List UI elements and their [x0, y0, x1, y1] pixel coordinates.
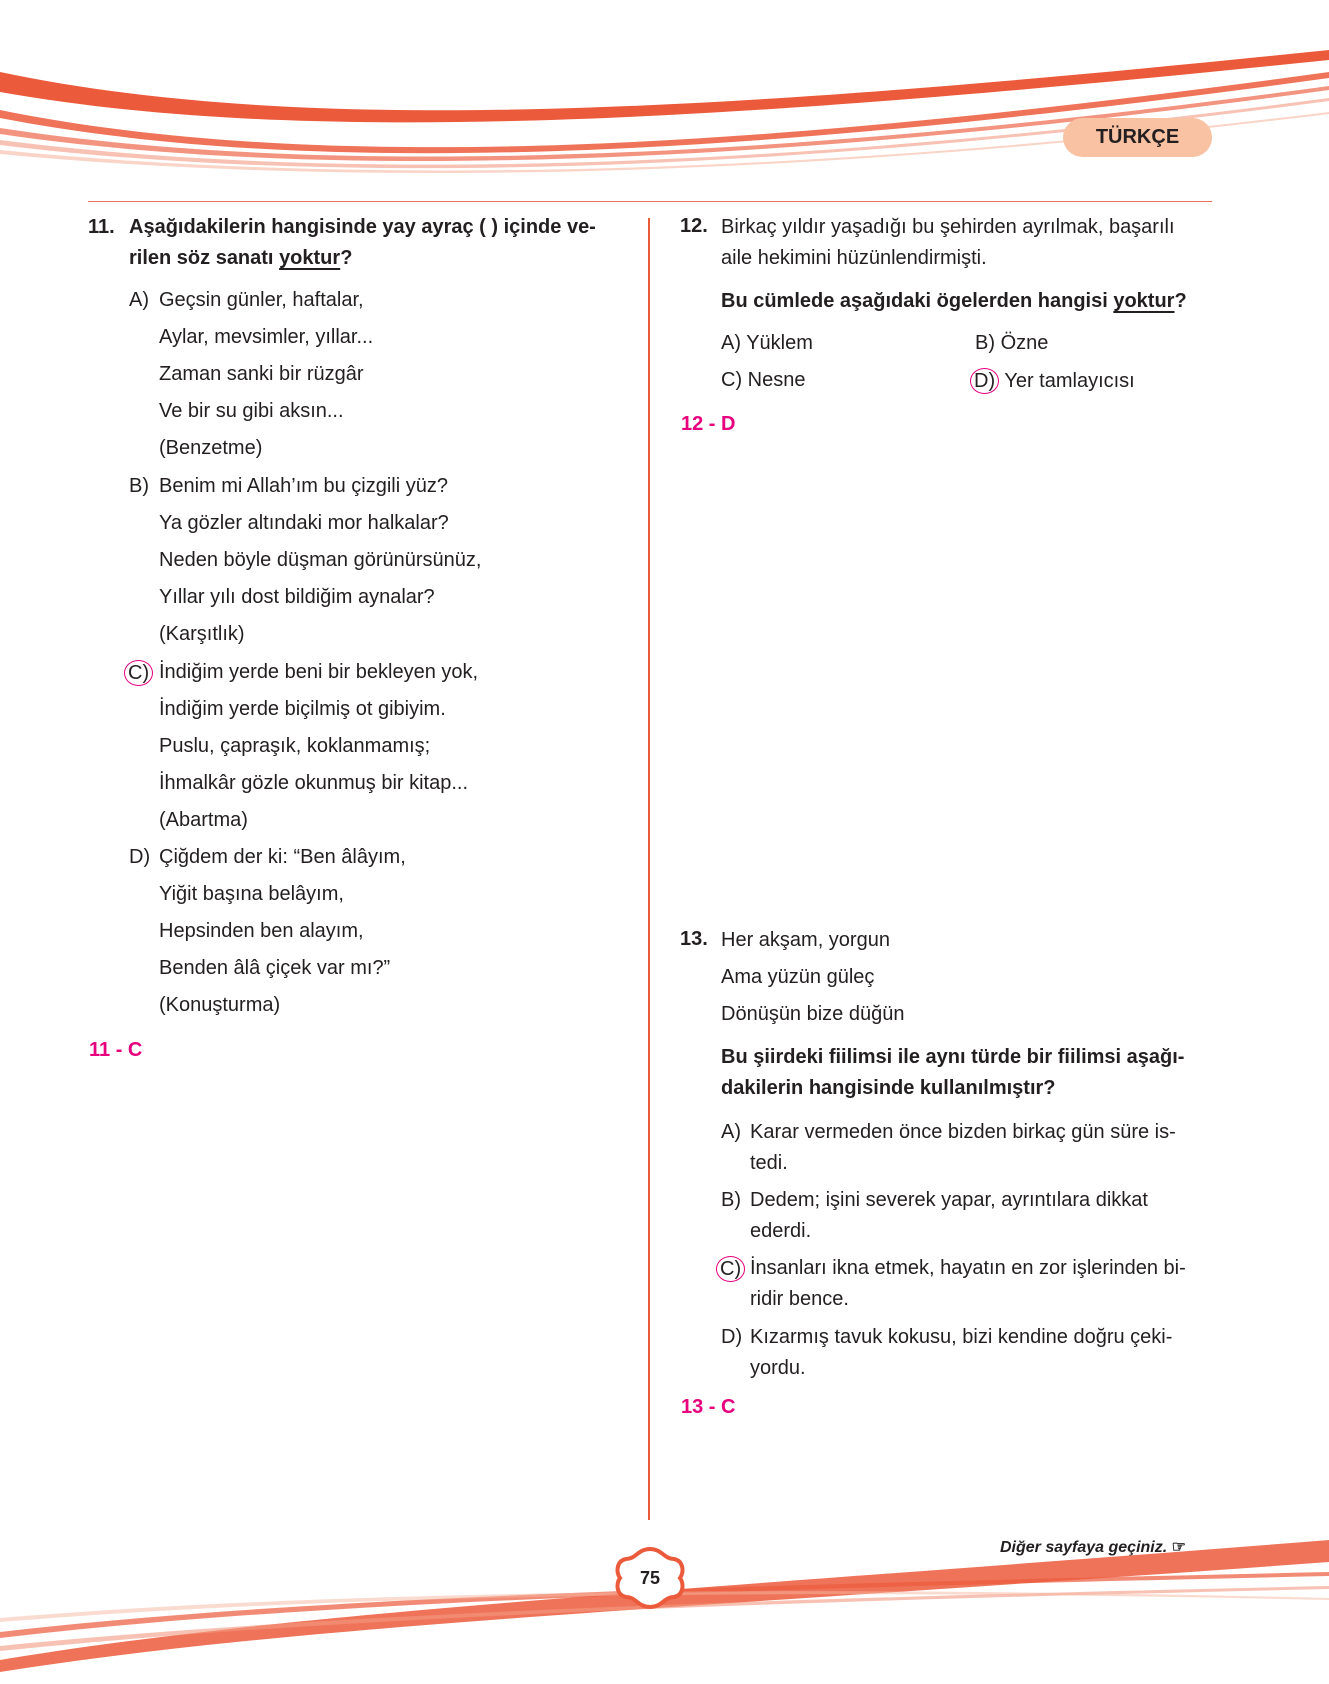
question-stem: Aşağıdakilerin hangisinde yay ayraç ( ) içinde ve- [129, 216, 596, 238]
answer-key-11: 11 - C [89, 1039, 143, 1061]
option-a-line: Geçsin günler, haftalar, [159, 289, 364, 311]
question-number: 13. [680, 928, 708, 950]
option-d-line: Kızarmış tavuk kokusu, bizi kendine doğru çeki- [750, 1326, 1173, 1348]
next-page-note: Diğer sayfaya geçiniz. ☞ [1000, 1539, 1186, 1556]
poem-line: Dönüşün bize düğün [721, 1003, 905, 1025]
option-b-line: Ya gözler altındaki mor halkalar? [159, 512, 449, 534]
option-d-line: Hepsinden ben alayım, [159, 920, 364, 942]
option-a-line: Aylar, mevsimler, yıllar... [159, 326, 374, 348]
option-letter-b[interactable]: B) [721, 1189, 741, 1211]
answer-key-13: 13 - C [681, 1396, 736, 1418]
option-b-line: Yıllar yılı dost bildiğim aynalar? [159, 586, 435, 608]
option-c-line: İndiğim yerde biçilmiş ot gibiyim. [159, 698, 446, 720]
poem-line: Ama yüzün güleç [721, 966, 875, 988]
option-letter-a[interactable]: A) [721, 1121, 741, 1143]
option-a-line: Ve bir su gibi aksın... [159, 400, 344, 422]
option-letter-c-circled[interactable]: C) [721, 1256, 745, 1282]
subject-badge: TÜRKÇE [1063, 118, 1212, 157]
option-b-line: Dedem; işini severek yapar, ayrıntılara dikkat [750, 1189, 1148, 1211]
option-c-line: İndiğim yerde beni bir bekleyen yok, [159, 661, 479, 683]
option-c-line: ridir bence. [750, 1288, 849, 1310]
option-d-line: Çiğdem der ki: “Ben âlâyım, [159, 846, 406, 868]
option-b-line: (Karşıtlık) [159, 623, 245, 645]
option-c-line: İnsanları ikna etmek, hayatın en zor işlerinden bi- [750, 1257, 1186, 1279]
option-d-line: yordu. [750, 1357, 806, 1379]
option-d-line: Benden âlâ çiçek var mı?” [159, 957, 391, 979]
question-stem: Bu şiirdeki fiilimsi ile aynı türde bir fiilimsi aşağı- [721, 1046, 1185, 1068]
option-letter-d[interactable]: D) [721, 1326, 743, 1348]
option-d-line: Yiğit başına belâyım, [159, 883, 344, 905]
option-letter-b[interactable]: B) [129, 475, 149, 497]
question-text: Birkaç yıldır yaşadığı bu şehirden ayrılmak, başarılı [721, 216, 1175, 238]
header-divider [88, 201, 1212, 202]
option-c-line: Puslu, çapraşık, koklanmamış; [159, 735, 431, 757]
page-number: 75 [639, 1568, 661, 1588]
option-b[interactable]: B) Özne [975, 332, 1049, 354]
option-d-line: (Konuşturma) [159, 994, 281, 1016]
option-d-circled[interactable]: D) Yer tamlayıcısı [975, 368, 1135, 394]
option-letter-a[interactable]: A) [129, 289, 149, 311]
question-text-cont: aile hekimini hüzünlendirmişti. [721, 247, 987, 269]
question-number: 11. [88, 216, 115, 238]
option-c[interactable]: C) Nesne [721, 369, 806, 391]
header-swoosh-decoration [0, 0, 1329, 190]
option-a-line: (Benzetme) [159, 437, 263, 459]
pointing-hand-icon: ☞ [1171, 1539, 1186, 1556]
answer-key-12: 12 - D [681, 413, 736, 435]
question-stem: Bu cümlede aşağıdaki ögelerden hangisi yoktur? [721, 290, 1187, 312]
question-number: 12. [680, 215, 708, 237]
option-c-line: (Abartma) [159, 809, 248, 831]
option-b-line: Benim mi Allah’ım bu çizgili yüz? [159, 475, 448, 497]
option-a-line: tedi. [750, 1152, 788, 1174]
question-stem-cont: dakilerin hangisinde kullanılmıştır? [721, 1077, 1056, 1099]
option-b-line: ederdi. [750, 1220, 812, 1242]
option-letter-c-circled[interactable]: C) [129, 660, 153, 686]
option-a-line: Zaman sanki bir rüzgâr [159, 363, 364, 385]
option-b-line: Neden böyle düşman görünürsünüz, [159, 549, 482, 571]
option-c-line: İhmalkâr gözle okunmuş bir kitap... [159, 772, 469, 794]
column-divider [648, 218, 650, 1520]
option-a[interactable]: A) Yüklem [721, 332, 813, 354]
option-a-line: Karar vermeden önce bizden birkaç gün süre is- [750, 1121, 1176, 1143]
option-letter-d[interactable]: D) [129, 846, 151, 868]
question-stem-cont: rilen söz sanatı yoktur? [129, 247, 353, 269]
poem-line: Her akşam, yorgun [721, 929, 890, 951]
